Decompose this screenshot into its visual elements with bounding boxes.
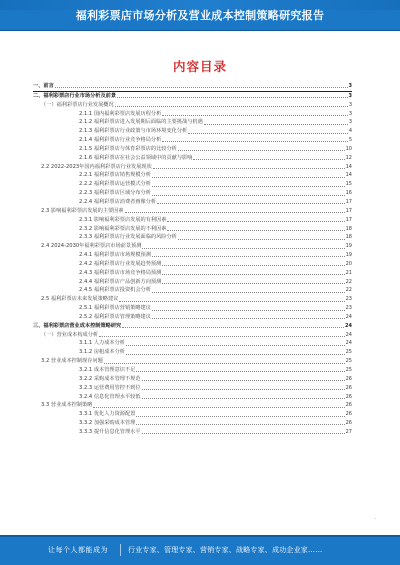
toc-entry-label: 2.3.3 福利彩票店行业发展面临的风险分析 — [79, 234, 177, 241]
footer-divider — [120, 544, 121, 556]
toc-entry[interactable] — [33, 171, 352, 180]
toc-leader-dots — [152, 291, 345, 293]
page-marker: · — [375, 516, 377, 522]
toc-entry-page: 14 — [345, 163, 352, 170]
toc-entry-label: 2.1.4 福利彩票店行业竞争格局分析 — [79, 137, 162, 144]
toc-entry[interactable] — [33, 278, 352, 287]
toc-entry-page: 17 — [345, 216, 352, 223]
toc-entry-label: 2.4.5 福利彩票店投资机会分析 — [79, 287, 151, 294]
toc-leader-dots — [142, 379, 345, 381]
toc-leader-dots — [126, 353, 345, 355]
toc-entry[interactable] — [33, 163, 352, 172]
toc-entry[interactable] — [33, 339, 352, 348]
toc-entry-label: （一）福利彩票店行业发展概况 — [41, 101, 114, 108]
toc-entry-label: 3.1.1 人力成本分析 — [79, 340, 125, 347]
toc-entry-page: 3 — [348, 92, 352, 99]
toc-leader-dots — [162, 140, 348, 142]
toc-leader-dots — [136, 423, 344, 425]
toc-leader-dots — [142, 247, 344, 249]
header-bar — [0, 0, 400, 30]
toc-entry-label: 2.1.5 福利彩票店与体育彩票店的比较分析 — [79, 145, 177, 152]
toc-entry[interactable] — [33, 92, 352, 101]
toc-entry-page: 22 — [345, 278, 352, 285]
toc-leader-dots — [157, 202, 345, 204]
toc-leader-dots — [162, 273, 344, 275]
toc-leader-dots — [93, 406, 344, 408]
toc-entry-label: 3.2.2 采购成本管理不规范 — [79, 375, 141, 382]
toc-entry[interactable] — [33, 269, 352, 278]
toc-entry-label: 2.4 2024-2030年福利彩票店市场前景预测 — [41, 243, 142, 250]
toc-entry-page: 24 — [345, 331, 352, 338]
toc-entry-page: 5 — [348, 137, 352, 144]
table-of-contents — [33, 82, 352, 437]
toc-entry-label: 3.2 营业成本控制现存问题 — [41, 358, 103, 365]
toc-entry-page: 23 — [345, 296, 352, 303]
toc-leader-dots — [152, 185, 345, 187]
toc-entry-page: 17 — [345, 207, 352, 214]
toc-entry-page: 26 — [345, 375, 352, 382]
toc-entry[interactable] — [33, 375, 352, 384]
toc-entry-label: 2.1.3 福利彩票店行业政策与市场环境变化分析 — [79, 128, 188, 135]
toc-entry[interactable] — [33, 331, 352, 340]
toc-leader-dots — [162, 264, 344, 266]
toc-entry[interactable] — [33, 260, 352, 269]
toc-entry[interactable] — [33, 401, 352, 410]
toc-entry-label: 2.5.2 福利彩票店管理策略建议 — [79, 313, 151, 320]
toc-entry-page: 19 — [345, 243, 352, 250]
toc-entry-label: 2.2.1 福利彩票店销售规模分析 — [79, 172, 151, 179]
toc-entry-page: 16 — [345, 190, 352, 197]
toc-leader-dots — [125, 211, 345, 213]
toc-entry[interactable] — [33, 322, 352, 331]
toc-entry-label: 3.3.1 优化人力资源配置 — [79, 411, 136, 418]
toc-entry-label: 2.2.2 福利彩票店运营模式分析 — [79, 181, 151, 188]
toc-entry-page: 25 — [345, 358, 352, 365]
toc-entry[interactable] — [33, 82, 352, 91]
toc-leader-dots — [142, 388, 345, 390]
toc-leader-dots — [153, 167, 345, 169]
toc-entry[interactable] — [33, 428, 352, 437]
toc-entry-page: 15 — [345, 181, 352, 188]
toc-entry-label: 2.2.3 福利彩票店区域分布分析 — [79, 190, 151, 197]
footer-bar — [0, 535, 400, 565]
toc-entry-label: 3.2.3 运营费用管控不到位 — [79, 384, 141, 391]
toc-entry-page: 17 — [345, 198, 352, 205]
toc-entry[interactable] — [33, 145, 352, 154]
toc-entry-label: 2.1.2 福利彩票店进入发展期后面临的主要挑战与机遇 — [79, 119, 203, 126]
toc-entry-page: 3 — [348, 110, 352, 117]
toc-entry-page: 26 — [345, 384, 352, 391]
toc-entry[interactable] — [33, 136, 352, 145]
toc-entry-page: 26 — [345, 420, 352, 427]
toc-entry[interactable] — [33, 110, 352, 119]
toc-entry-label: 3.2.1 成本管理意识不足 — [79, 367, 136, 373]
toc-leader-dots — [193, 158, 344, 160]
toc-entry[interactable] — [33, 101, 352, 110]
toc-entry-page: 10 — [345, 145, 352, 152]
toc-leader-dots — [152, 176, 345, 178]
toc-leader-dots — [178, 149, 345, 151]
toc-entry-page: 4 — [348, 128, 352, 135]
toc-entry[interactable] — [33, 216, 352, 225]
toc-entry[interactable] — [33, 118, 352, 127]
toc-entry-page: 26 — [345, 411, 352, 418]
toc-entry[interactable] — [33, 242, 352, 251]
toc-entry[interactable] — [33, 127, 352, 136]
toc-entry[interactable] — [33, 313, 352, 322]
toc-entry-page: 26 — [345, 393, 352, 400]
toc-entry-label: 2.4.3 福利彩票店市场竞争格局预测 — [79, 269, 162, 276]
toc-leader-dots — [162, 282, 344, 284]
toc-entry-page: 24 — [345, 340, 352, 347]
toc-entry-page: 19 — [345, 252, 352, 259]
toc-leader-dots — [152, 194, 345, 196]
toc-entry-page: 24 — [345, 322, 352, 329]
footer-tagline: 行业专家、管理专家、营销专家、战略专家、成功企业家…… — [128, 546, 323, 554]
toc-entry-page: 21 — [345, 269, 352, 276]
toc-entry-label: 3.3.2 加强采购成本管理 — [79, 420, 136, 427]
toc-entry[interactable] — [33, 348, 352, 357]
toc-entry-label: 3.1.2 房租成本分析 — [79, 349, 125, 356]
toc-leader-dots — [104, 362, 345, 364]
toc-entry-label: 2.2.4 福利彩票店消费者画像分析 — [79, 198, 157, 205]
toc-entry-label: （一）营业成本构成分析 — [41, 331, 99, 338]
toc-leader-dots — [152, 317, 345, 319]
toc-entry-label: 2.3.1 影响福利彩票店发展的有利因素 — [79, 216, 167, 223]
toc-entry-page: 24 — [345, 313, 352, 320]
toc-entry-label: 三、福利彩票店营业成本控制策略研究 — [33, 322, 122, 329]
toc-entry[interactable] — [33, 410, 352, 419]
toc-entry-page: 3 — [348, 101, 352, 108]
toc-leader-dots — [136, 370, 344, 372]
toc-entry-label: 2.1.6 福利彩票店在社会公益领域中的贡献与影响 — [79, 154, 193, 161]
toc-leader-dots — [167, 229, 344, 231]
toc-entry-page: 23 — [345, 305, 352, 312]
toc-leader-dots — [136, 415, 344, 417]
toc-leader-dots — [117, 96, 348, 98]
toc-entry-label: 2.1.1 国内福利彩票店发展历程分析 — [79, 110, 162, 117]
toc-leader-dots — [119, 300, 344, 302]
toc-entry-page: 26 — [345, 402, 352, 409]
toc-entry[interactable] — [33, 251, 352, 260]
toc-entry-page: 3 — [348, 119, 352, 126]
toc-leader-dots — [178, 238, 345, 240]
toc-entry[interactable] — [33, 384, 352, 393]
toc-leader-dots — [142, 397, 345, 399]
toc-entry-page: 25 — [345, 349, 352, 356]
toc-entry-label: 二、福利彩票店行业市场分析及前景 — [33, 92, 117, 99]
toc-leader-dots — [204, 123, 348, 125]
toc-entry[interactable] — [33, 357, 352, 366]
toc-leader-dots — [188, 132, 348, 134]
toc-entry[interactable] — [33, 207, 352, 216]
toc-entry-page: 18 — [345, 234, 352, 241]
toc-entry-label: 2.5 福利彩票店未来发展策略建议 — [41, 296, 119, 303]
toc-entry-label: 2.5.1 福利彩票店营销策略建议 — [79, 305, 151, 312]
toc-entry-page: 20 — [345, 260, 352, 267]
toc-entry[interactable] — [33, 154, 352, 163]
toc-entry-page: 12 — [345, 154, 352, 161]
toc-entry-page: 27 — [345, 428, 352, 435]
toc-entry-label: 2.4.2 福利彩票店行业发展趋势预测 — [79, 260, 162, 267]
toc-entry[interactable] — [33, 189, 352, 198]
toc-entry[interactable] — [33, 198, 352, 207]
toc-entry-page: 22 — [345, 287, 352, 294]
toc-leader-dots — [122, 326, 344, 328]
toc-leader-dots — [99, 335, 345, 337]
toc-leader-dots — [55, 86, 348, 88]
footer-slogan: 让每个人都能成为 — [48, 546, 108, 554]
toc-entry-page: 18 — [345, 225, 352, 232]
toc-leader-dots — [152, 255, 345, 257]
toc-title: 内容目录 — [172, 59, 227, 74]
toc-entry[interactable] — [33, 366, 352, 375]
toc-entry-label: 2.3 影响福利彩票店发展的主要因素 — [41, 207, 124, 214]
toc-entry-label: 3.2.4 信息化管理水平较低 — [79, 393, 141, 400]
toc-entry[interactable] — [33, 393, 352, 402]
toc-entry-label: 2.4.4 福利彩票店产品创新方向预测 — [79, 278, 162, 285]
toc-entry-label: 3.3.3 提升信息化管理水平 — [79, 428, 141, 435]
toc-entry[interactable] — [33, 419, 352, 428]
header-divider — [0, 30, 400, 31]
toc-leader-dots — [115, 105, 348, 107]
toc-entry-label: 一、前言 — [33, 83, 54, 89]
toc-entry[interactable] — [33, 225, 352, 234]
toc-entry[interactable] — [33, 295, 352, 304]
toc-entry[interactable] — [33, 286, 352, 295]
toc-leader-dots — [162, 114, 348, 116]
toc-entry-page: 14 — [345, 172, 352, 179]
footer-accent-line — [0, 535, 400, 537]
toc-entry-page: 25 — [345, 367, 352, 373]
toc-entry-label: 2.2 2022-2023年国内福利彩票店行业发展现状 — [41, 163, 152, 170]
toc-entry-label: 3.3 营业成本控制策略 — [41, 402, 93, 409]
toc-entry[interactable] — [33, 304, 352, 313]
toc-leader-dots — [142, 432, 345, 434]
toc-entry-label: 2.3.2 影响福利彩票店发展的不利因素 — [79, 225, 167, 232]
toc-leader-dots — [126, 344, 345, 346]
document-title: 福利彩票店市场分析及营业成本控制策略研究报告 — [75, 9, 325, 22]
toc-entry-page: 3 — [348, 83, 352, 89]
toc-entry-label: 2.4.1 福利彩票店市场规模预测 — [79, 252, 151, 259]
toc-entry[interactable] — [33, 233, 352, 242]
toc-entry[interactable] — [33, 180, 352, 189]
toc-leader-dots — [152, 309, 345, 311]
toc-leader-dots — [167, 220, 344, 222]
